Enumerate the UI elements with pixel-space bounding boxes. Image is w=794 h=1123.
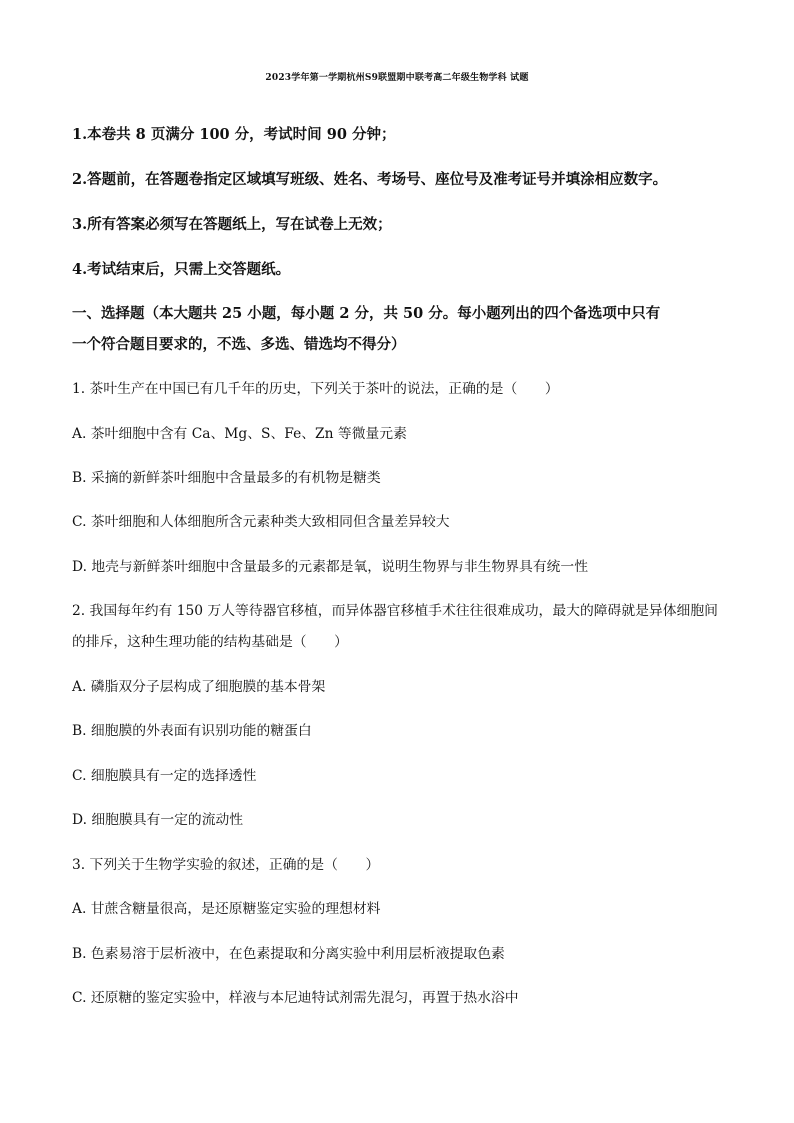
question-2-option-c: C. 细胞膜具有一定的选择透性 [72,768,257,784]
question-3-option-c: C. 还原糖的鉴定实验中，样液与本尼迪特试剂需先混匀，再置于热水浴中 [72,990,519,1006]
question-2-option-d: D. 细胞膜具有一定的流动性 [72,812,244,828]
question-1-stem: 1. 茶叶生产在中国已有几千年的历史，下列关于茶叶的说法，正确的是（ ） [72,381,559,397]
page-title: 2023学年第一学期杭州S9联盟期中联考高二年级生物学科 试题 [265,73,529,83]
question-3-option-b: B. 色素易溶于层析液中，在色素提取和分离实验中利用层析液提取色素 [72,946,505,962]
section-heading-line-2: 一个符合题目要求的，不选、多选、错选均不得分） [72,336,406,353]
question-1-option-d: D. 地壳与新鲜茶叶细胞中含量最多的元素都是氧，说明生物界与非生物界具有统一性 [72,559,589,575]
question-2-option-b: B. 细胞膜的外表面有识别功能的糖蛋白 [72,723,312,739]
instruction-3: 3.所有答案必须写在答题纸上，写在试卷上无效； [72,216,392,233]
question-2-stem-line-2: 的排斥，这种生理功能的结构基础是（ ） [72,634,348,650]
question-1-option-b: B. 采摘的新鲜茶叶细胞中含量最多的有机物是糖类 [72,470,381,486]
instruction-2: 2.答题前，在答题卷指定区域填写班级、姓名、考场号、座位号及准考证号并填涂相应数字。 [72,171,668,188]
instruction-1: 1.本卷共 8 页满分 100 分，考试时间 90 分钟； [72,126,396,143]
question-2-option-a: A. 磷脂双分子层构成了细胞膜的基本骨架 [72,679,326,695]
question-3-option-a: A. 甘蔗含糖量很高，是还原糖鉴定实验的理想材料 [72,901,381,917]
question-3-stem: 3. 下列关于生物学实验的叙述，正确的是（ ） [72,857,380,873]
question-1-option-c: C. 茶叶细胞和人体细胞所含元素种类大致相同但含量差异较大 [72,514,450,530]
section-heading-line-1: 一、选择题（本大题共 25 小题，每小题 2 分，共 50 分。每小题列出的四个备选项中只有 [72,305,661,322]
question-2-stem-line-1: 2. 我国每年约有 150 万人等待器官移植，而异体器官移植手术往往很难成功，最大的障碍就是异体细胞间 [72,603,718,619]
instruction-4: 4.考试结束后，只需上交答题纸。 [72,261,291,278]
question-1-option-a: A. 茶叶细胞中含有 Ca、Mg、S、Fe、Zn 等微量元素 [72,426,407,442]
